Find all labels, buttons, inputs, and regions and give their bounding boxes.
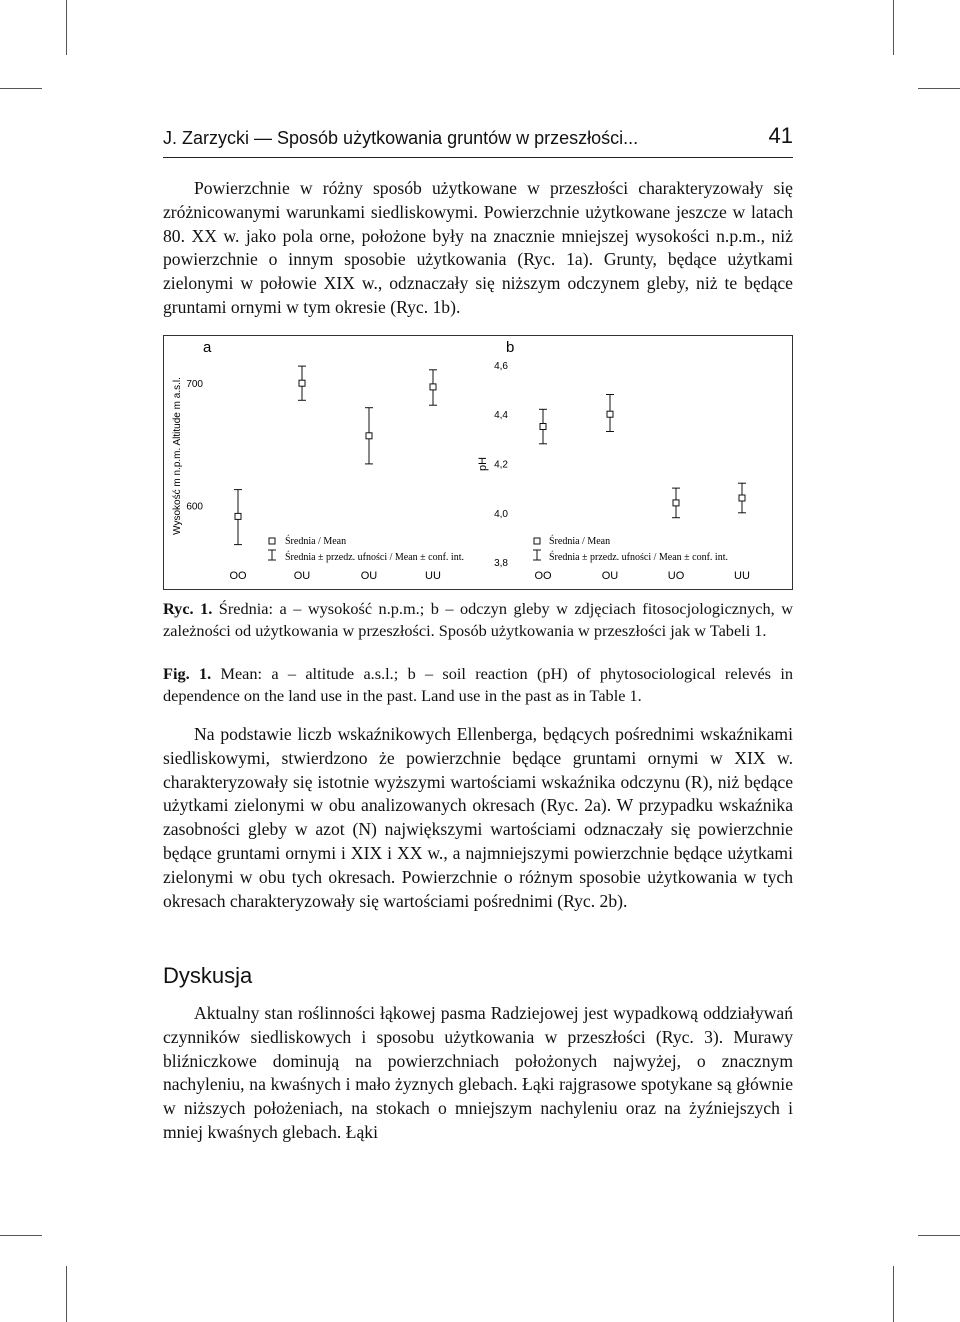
mean-point (607, 411, 613, 417)
panel-b-marks (539, 395, 746, 518)
figure-1-svg (163, 335, 793, 595)
legend-interval-text: Średnia ± przedz. ufności / Mean ± conf. int. (285, 552, 464, 563)
y-tick-label: 4,2 (494, 459, 508, 471)
interval-mark (234, 490, 242, 545)
crop-mark (66, 1266, 67, 1322)
interval-mark (738, 483, 746, 513)
y-tick-label: 700 (186, 379, 203, 391)
panel-b-x-ticks (534, 570, 750, 582)
crop-mark (0, 1235, 42, 1236)
panel-a-marks (234, 366, 437, 544)
y-tick-label: 4,4 (494, 410, 508, 422)
x-tick-label: OO (229, 570, 247, 582)
caption-en-text: Mean: a – altitude a.s.l.; b – soil reaction (pH) of phytosociological relevés in dependence on the land use in the past. Land use in the past as in Table 1. (163, 664, 793, 705)
y-tick-label: 600 (186, 501, 203, 513)
body-paragraph: Aktualny stan roślinności łąkowej pasma Radziejowej jest wypadkową oddziaływań czynników siedliskowych i sposobu użytkowania w przeszłości (Ryc. 3). Murawy bliźniczkowe dominują na powierzchniach położonych najwyżej, o znacznym nachyleniu, na kwaśnych i mało żyznych glebach. Łąki rajgrasowe spotykane są głównie w niższych położeniach, na stokach o mniejszym nachyleniu oraz na żyźniejszych i mniej kwaśnych glebach. Łąki (163, 1003, 793, 1142)
mean-point (235, 513, 241, 519)
mean-point (673, 500, 679, 506)
x-tick-label: OU (601, 570, 619, 582)
mean-point (739, 495, 745, 501)
body-paragraph: Powierzchnie w różny sposób użytkowane w przeszłości charakteryzowały się zróżnicowanymi warunkami siedliskowymi. Powierzchnie użytkowane jeszcze w latach 80. XX w. jako pola orne, położone były na znacznie mniejszej wysokości n.p.m., niż powierzchnie o innym sposobie użytkowania (Ryc. 1a). Grunty, będące użytkami zielonymi w połowie XIX w., odznaczały się niższym odczynem gleby, niż te będące gruntami ornymi w tym okresie (Ryc. 1b). (163, 178, 793, 317)
figure-caption-pl (163, 598, 793, 641)
panel-a-y-ticks (186, 379, 203, 512)
x-tick-label: UU (425, 570, 441, 582)
panel-b-legend (533, 535, 728, 563)
interval-mark (365, 408, 373, 464)
mean-point (540, 424, 546, 430)
x-tick-label: OU (293, 570, 311, 582)
x-tick-label: OU (360, 570, 378, 582)
panel-b-y-ticks (494, 361, 508, 569)
page-number: 41 (768, 123, 793, 148)
x-tick-label: OO (534, 570, 552, 582)
mean-point (299, 380, 305, 386)
interval-mark (539, 409, 547, 444)
figure-caption-en (163, 663, 793, 706)
crop-mark (918, 88, 960, 89)
x-tick-label: UU (734, 570, 750, 582)
panel-a-label: a (203, 339, 212, 356)
legend-mean-text: Średnia / Mean (549, 536, 611, 547)
panel-a (172, 339, 464, 582)
panel-a-x-ticks (229, 570, 441, 582)
panel-b (477, 339, 750, 582)
panel-b-label: b (506, 339, 515, 356)
legend-mean-marker (269, 538, 275, 544)
mean-point (430, 384, 436, 390)
y-tick-label: 3,8 (494, 558, 508, 570)
crop-mark (893, 0, 894, 55)
panel-a-legend (268, 535, 464, 563)
running-head (163, 123, 793, 158)
interval-mark (672, 488, 680, 518)
figure-1 (163, 335, 793, 595)
mean-point (366, 433, 372, 439)
caption-pl-text: Średnia: a – wysokość n.p.m.; b – odczyn gleby w zdjęciach fitosocjologicznych, w zależności od użytkowania w przeszłości. Sposób użytkowania w przeszłości jak w Tabeli 1. (163, 599, 793, 640)
crop-mark (0, 88, 42, 89)
caption-pl-label: Ryc. 1. (163, 599, 213, 618)
legend-mean-marker (534, 538, 540, 544)
section-heading: Dyskusja (163, 963, 253, 988)
y-tick-label: 4,0 (494, 508, 508, 520)
interval-mark (429, 370, 437, 405)
panel-a-ylabel: Wysokość m n.p.m. Altitude m a.s.l. (172, 377, 183, 535)
panel-b-ylabel: pH (477, 456, 489, 472)
x-tick-label: UO (667, 570, 685, 582)
crop-mark (893, 1266, 894, 1322)
y-tick-label: 4,6 (494, 360, 508, 372)
body-paragraph: Na podstawie liczb wskaźnikowych Ellenberga, będących pośrednimi wskaźnikami siedliskowymi, stwierdzono że powierzchnie będące gruntami ornymi w XIX w. charakteryzowały się istotnie wyższymi wartościami wskaźnika odczynu (R), niż będące użytkami zielonymi w obu analizowanych okresach (Ryc. 2a). W przypadku wskaźnika zasobności gleby w azot (N) największymi wartościami odznaczały się powierzchnie będące gruntami ornymi i XIX i XX w., a najmniejszymi powierzchnie będące użytkami zielonymi w obu tych okresach. Powierzchnie o różnym sposobie użytkowania w tych okresach charakteryzowały się wartościami pośrednimi (Ryc. 2b). (163, 724, 793, 911)
running-head-title: J. Zarzycki — Sposób użytkowania gruntów w przeszłości... (163, 128, 639, 148)
caption-en-label: Fig. 1. (163, 664, 212, 683)
legend-interval-text: Średnia ± przedz. ufności / Mean ± conf. int. (549, 552, 728, 563)
interval-mark (298, 366, 306, 400)
crop-mark (66, 0, 67, 55)
crop-mark (918, 1235, 960, 1236)
interval-mark (606, 395, 614, 432)
legend-mean-text: Średnia / Mean (285, 536, 347, 547)
